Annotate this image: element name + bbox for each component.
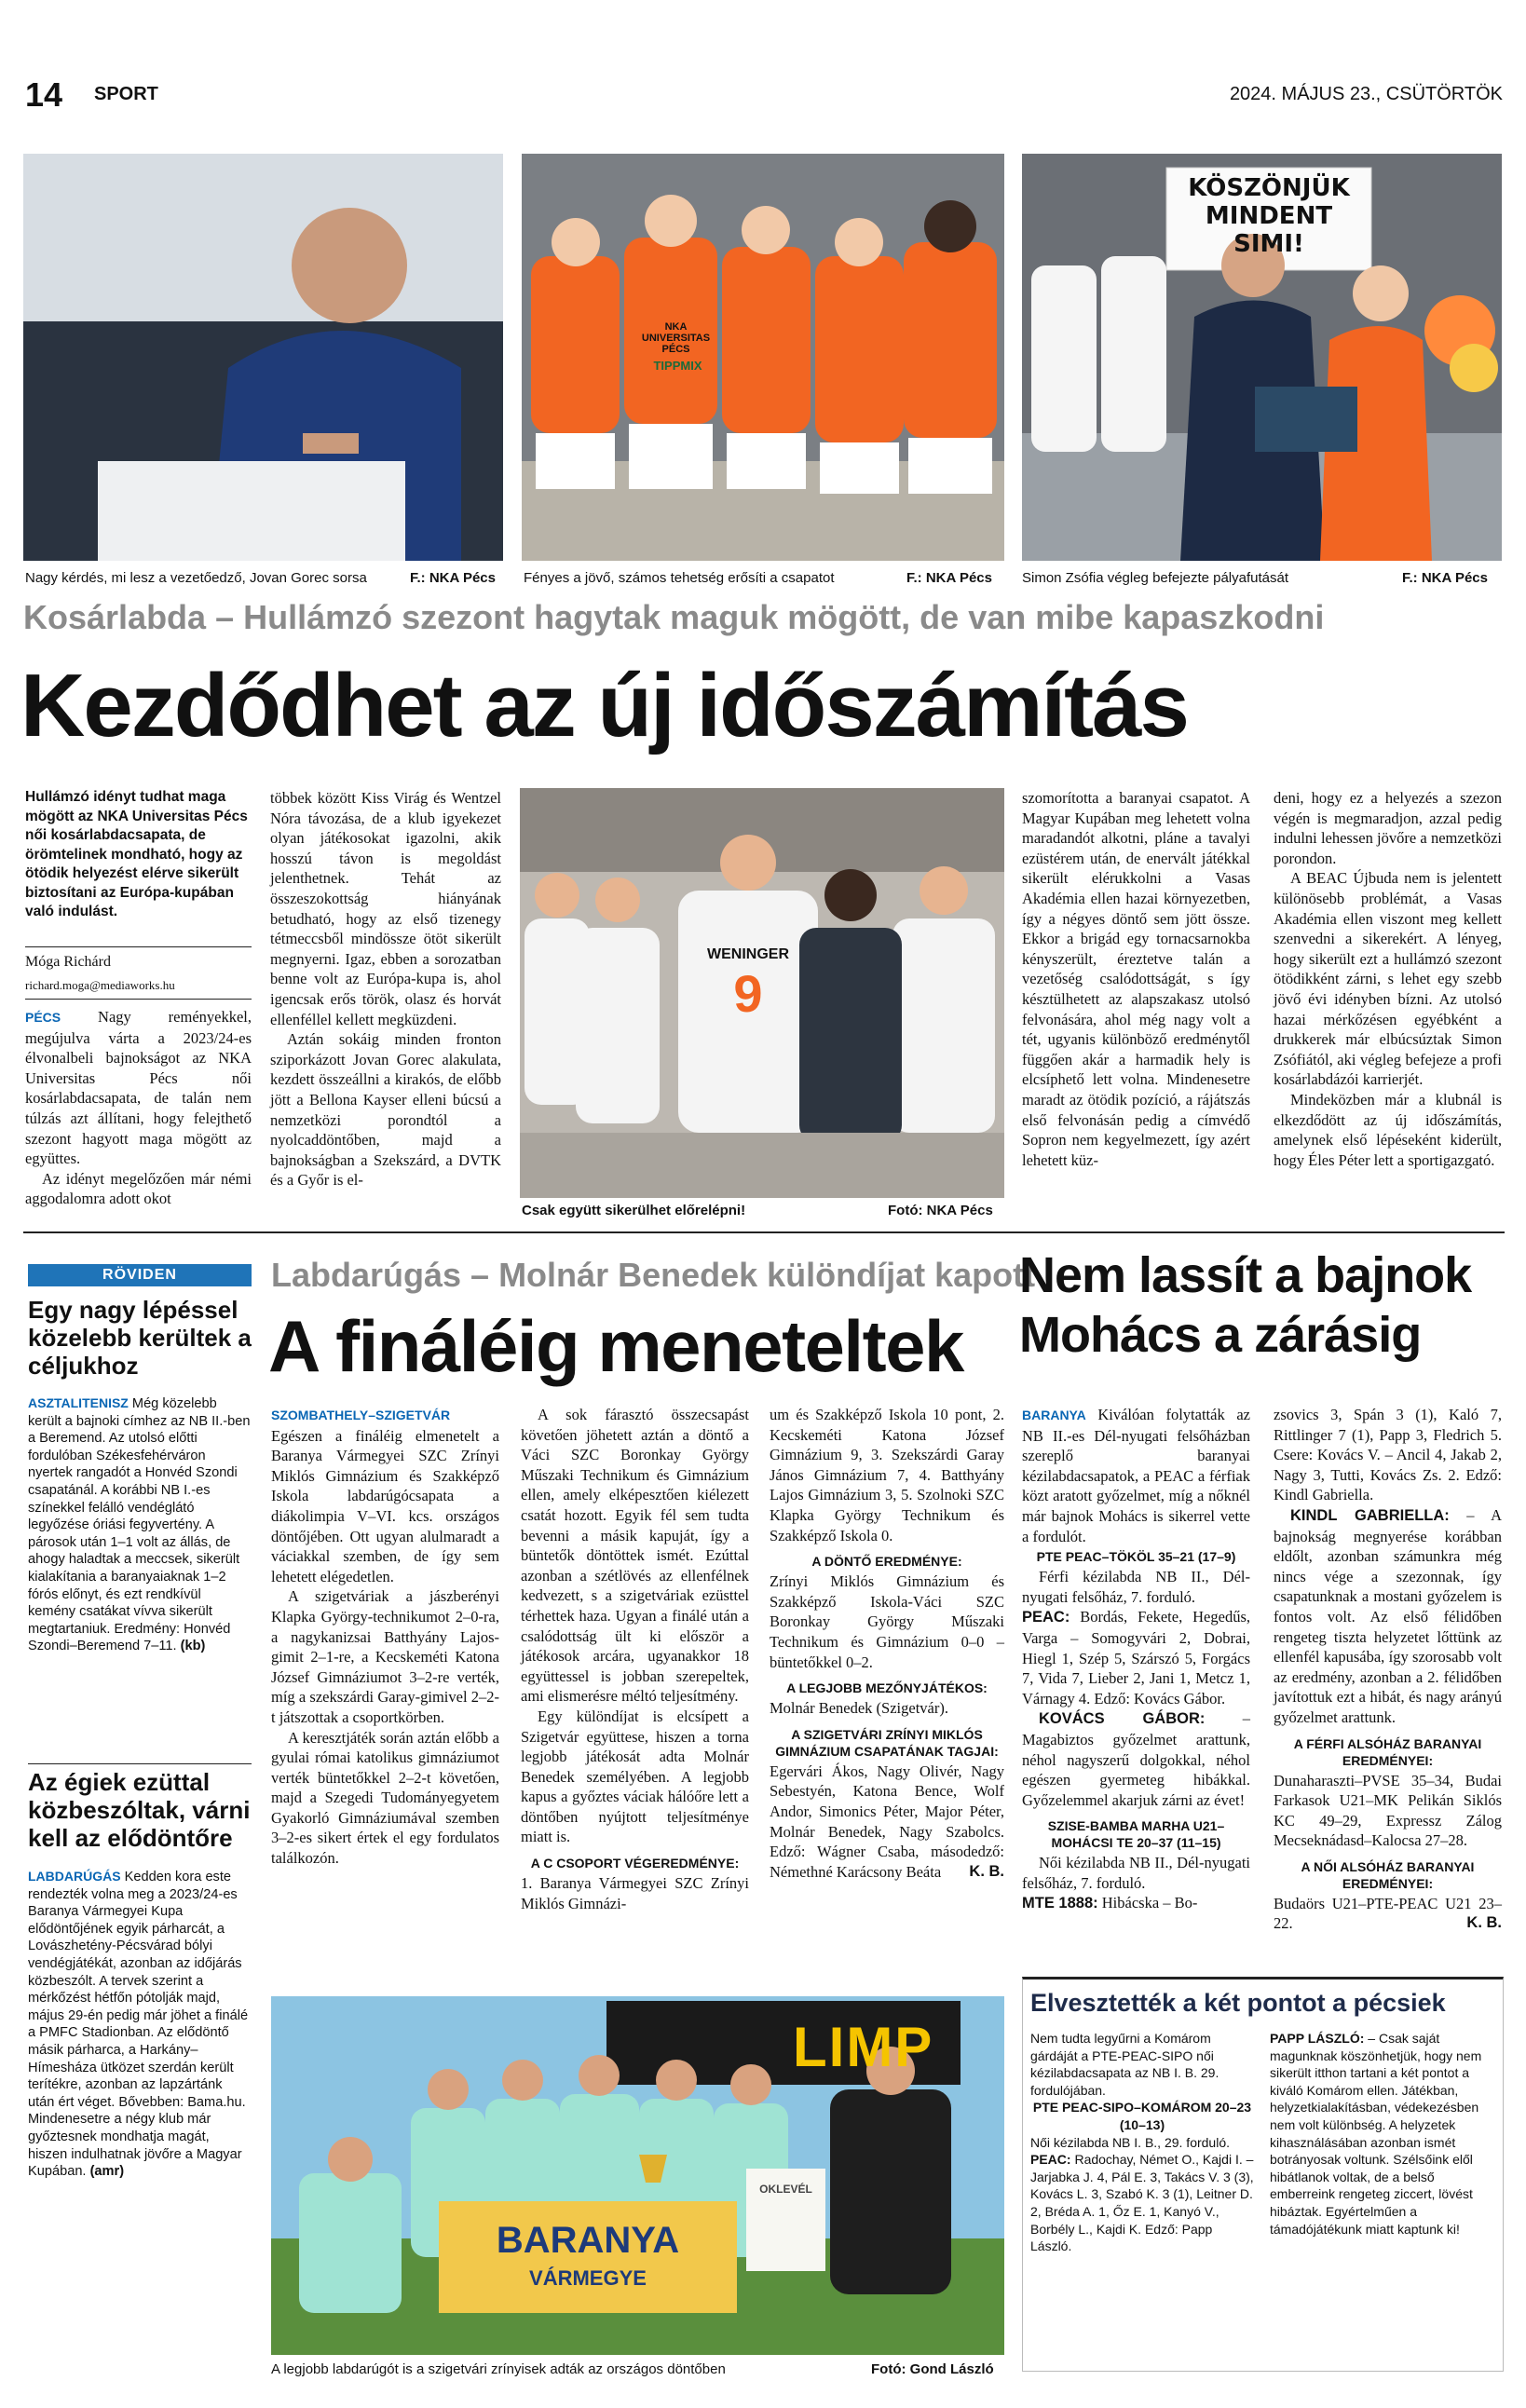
main-headline: Kezdődhet az új időszámítás bbox=[20, 656, 1188, 755]
subhead: PTE PEAC–TÖKÖL 35–21 (17–9) bbox=[1036, 1549, 1236, 1565]
paragraph bbox=[25, 1007, 252, 1169]
label: PAPP LÁSZLÓ: bbox=[1270, 2031, 1365, 2046]
dateline: SZOMBATHELY–SZIGETVÁR bbox=[271, 1408, 451, 1422]
paragraph bbox=[770, 1762, 1004, 1883]
soccer-column-2 bbox=[521, 1405, 749, 1913]
jersey-sponsor: TIPPMIX bbox=[653, 359, 702, 373]
handball-headline-1: Nem lassít a bajnok bbox=[1019, 1247, 1472, 1303]
paragraph: A szigetváriak a jászberényi Klapka György-technikumot 2–0-ra, a nagykanizsai Batthyány Lajos-gimit 2–1-re, a Kecskeméti Katona József Gimnáziumot 3–2-re verték, míg a szekszárdi Garay-gimivel 2–2-t játszottak a csoportkörben. bbox=[271, 1587, 499, 1726]
handball-headline-2: Mohács a zárásig bbox=[1019, 1307, 1422, 1363]
signature: K. B. bbox=[1466, 1914, 1502, 1932]
label: PEAC: bbox=[1030, 2152, 1071, 2168]
credit-text: Fotó: Gond László bbox=[871, 2361, 994, 2377]
caption-text: Fényes a jövő, számos tehetség erősíti a csapatot bbox=[524, 570, 835, 586]
lost-column-1 bbox=[1030, 2030, 1254, 2255]
main-column-4 bbox=[1274, 788, 1502, 1170]
paragraph: Egy különdíjat is elcsípett a Szigetvár együttese, hiszen a torna legjobb játékosát adta Molnár Benedek személyében. A legjobb kapus a győztes váciak hálóőre lett a döntőben nyújtott teljesítménye miatt is. bbox=[521, 1707, 749, 1846]
paragraph: Mindeközben már a klubnál is elkezdődött az új időszámítás, amelynek első lépéseként kiderült, hogy Éles Péter lett a sportigazgató. bbox=[1274, 1090, 1502, 1169]
paragraph bbox=[1270, 2030, 1495, 2238]
paragraph-text: Budaörs U21–PTE-PEAC U21 23–22. bbox=[1274, 1894, 1502, 1933]
roviden-headline-2: Az égiek ezüttal közbeszóltak, várni kell az elődöntőre bbox=[28, 1768, 251, 1852]
huddle-jersey-number: 9 bbox=[733, 964, 763, 1023]
paragraph: Zrínyi Miklós Gimnázium és Szakképző Iskola-Váci SZC Boronkay György Műszaki Technikum és Gimnázium 0–0 – büntetőkkel 0–2. bbox=[770, 1572, 1004, 1671]
subhead: A SZIGETVÁRI ZRÍNYI MIKLÓS GIMNÁZIUM CSAPATÁNAK TAGJAI: bbox=[775, 1726, 999, 1759]
subhead: A LEGJOBB MEZŐNYJÁTÉKOS: bbox=[786, 1680, 988, 1696]
paragraph-text: Hibácska – Bo- bbox=[1101, 1894, 1198, 1912]
section-label: SPORT bbox=[94, 84, 158, 104]
main-lead: Hullámzó idényt tudhat maga mögött az NKA Universitas Pécs női kosárlabdacsapata, de örömtelinek mondható, hogy az ötödik helyezést elérve sikerült biztosítani az Európa-kupában való indulást. bbox=[25, 789, 248, 919]
main-column-1 bbox=[25, 1007, 252, 1209]
photo-players-caption bbox=[524, 570, 924, 587]
page-header bbox=[25, 75, 1503, 114]
soccer-sign-text: LIMP bbox=[793, 2016, 934, 2078]
photo-players-credit bbox=[906, 570, 992, 587]
photo-coach-caption bbox=[25, 570, 435, 587]
dateline: PÉCS bbox=[25, 1010, 61, 1025]
paragraph bbox=[1030, 2151, 1254, 2255]
paragraph-text: Bordás, Fekete, Hegedűs, Varga – Somogyvári 2, Dobrai, Hiegl 1, Szép 5, Szárszó 5, Forgács 7, Vida 7, Lieber 2, Jani 1, Metcz 1, Várnagy 4. Edző: Kovács Gábor. bbox=[1022, 1608, 1250, 1707]
photo-team-huddle bbox=[520, 788, 1004, 1198]
label: KINDL GABRIELLA: bbox=[1290, 1506, 1450, 1524]
jersey-text: NKA UNIVERSITAS PÉCS bbox=[641, 321, 711, 355]
signature: K. B. bbox=[969, 1862, 1004, 1880]
caption-text: Simon Zsófia végleg befejezte pályafutását bbox=[1022, 570, 1289, 586]
farewell-banner-text: KÖSZÖNJÜK MINDENT SIMI! bbox=[1188, 174, 1350, 258]
handball-column-1 bbox=[1022, 1405, 1250, 1914]
photo-soccer-team bbox=[271, 1996, 1004, 2355]
subhead: SZISE-BAMBA MARHA U21–MOHÁCSI TE 20–37 (11–15) bbox=[1047, 1818, 1225, 1851]
paragraph: Nem tudta legyűrni a Komárom gárdáját a PTE-PEAC-SIPO női kézilabdacsapata az NB I. B. 29. fordulójában. bbox=[1030, 2031, 1219, 2098]
subhead: A DÖNTŐ EREDMÉNYE: bbox=[811, 1554, 962, 1570]
caption-text: Nagy kérdés, mi lesz a vezetőedző, Jovan Gorec sorsa bbox=[25, 570, 367, 586]
lost-column-2 bbox=[1270, 2030, 1495, 2238]
dateline: BARANYA bbox=[1022, 1408, 1086, 1422]
credit-text: F.: NKA Pécs bbox=[1402, 570, 1488, 586]
label: PEAC: bbox=[1022, 1609, 1070, 1626]
subhead: A C CSOPORT VÉGEREDMÉNYE: bbox=[530, 1856, 740, 1871]
author-rule-top bbox=[25, 946, 252, 947]
author-email: richard.moga@mediaworks.hu bbox=[25, 978, 175, 992]
paragraph: um és Szakképző Iskola 10 pont, 2. Kecskeméti Katona József Gimnázium 9, 3. Szekszárdi Garay János Gimnázium 7, 4. Batthyány Lajos Gimnázium 3, 5. Szolnoki SZC Klapka György Technikum és Szakképző Iskola 0. bbox=[770, 1406, 1004, 1544]
photo-coach-credit bbox=[410, 570, 496, 587]
issue-date: 2024. MÁJUS 23., CSÜTÖRTÖK bbox=[1229, 84, 1503, 104]
lost-headline: Elvesztették a két pontot a pécsiek bbox=[1030, 1989, 1446, 2017]
section-divider bbox=[23, 1231, 1505, 1233]
huddle-jersey-name: WENINGER bbox=[707, 946, 789, 962]
credit-text: F.: NKA Pécs bbox=[410, 570, 496, 586]
players-illustration bbox=[522, 154, 1004, 561]
paragraph bbox=[271, 1405, 499, 1586]
paragraph: Aztán sokáig minden fronton sziporkázott Jovan Gorec alakulata, kezdett összeállni a kirakós, de előbb jött a Bellona Kayser elleni búcsú a nemzetközi porondtól a nyolcaddöntőben, majd a bajnokságban a Szekszárd, a DVTK és a Győr is el- bbox=[270, 1030, 501, 1190]
paragraph-text: Kedden kora este rendezték volna meg a 2023/24-es Baranya Vármegyei Kupa elődöntőjének egyik párharcát, a Lovászhetény-Pécsvárad bólyi vendégjátékát, azonban az időjárás közbeszólt. A tervek szerint a mérkőzést hétfőn pótolják majd, május 29-én pedig már jöhet a finálé a PMFC Stadionban. Az elődöntő másik párharca, a Harkány–Hímesháza ütközet szerdán került terítékre, azonban az lapzártánk után ért véget. Bővebben: Bama.hu. Mindenesetre a négy klub már győztesnek mondhatja magát, hiszen indulhatnak jövőre a Magyar Kupában. bbox=[28, 1870, 249, 2180]
paragraph-text: Egervári Ákos, Nagy Olivér, Nagy Sebestyén, Katona Bence, Wolf Andor, Simonics Péter, Major Péter, Molnár Benedek, Nagy Szabolcs. Edző: Wágner Csaba, másodedző: Némethné Karácsony Beáta bbox=[770, 1762, 1004, 1881]
roviden-body-1 bbox=[28, 1394, 252, 1655]
paragraph: Az idényt megelőzően már némi aggodalomra adott okot bbox=[25, 1169, 252, 1208]
roviden-headline-1: Egy nagy lépéssel közelebb kerültek a céljukhoz bbox=[28, 1296, 252, 1380]
soccer-column-3 bbox=[770, 1405, 1004, 1882]
lost-box bbox=[1022, 1977, 1504, 2372]
roviden-body-2 bbox=[28, 1868, 252, 2181]
paragraph bbox=[28, 1868, 252, 2181]
label: KOVÁCS GÁBOR: bbox=[1039, 1710, 1206, 1728]
paragraph: zsovics 3, Spán 3 (1), Kaló 7, Rittlinger 7 (1), Papp 3, Fledrich 5. Csere: Kovács V. – Ancil 4, Jakab 2, Nagy 3, Tutti, Kovács Zs. 2. Edző: Kindl Gabriella. bbox=[1274, 1406, 1502, 1504]
soccer-banner-sub: VÁRMEGYE bbox=[529, 2266, 647, 2290]
soccer-diploma: OKLEVÉL bbox=[759, 2183, 812, 2196]
paragraph bbox=[1022, 1893, 1250, 1914]
main-column-3 bbox=[1022, 788, 1250, 1170]
paragraph bbox=[28, 1394, 252, 1655]
handball-column-2 bbox=[1274, 1405, 1502, 1934]
page-number: 14 bbox=[25, 75, 63, 114]
subhead: A FÉRFI ALSÓHÁZ BARANYAI EREDMÉNYEI: bbox=[1293, 1735, 1482, 1768]
paragraph: A sok fárasztó összecsapást követően jöhetett aztán a döntő a Váci SZC Boronkay György Műszaki Technikum és Gimnázium ellen, amely elképesztően kiélezett csatát hozott. Egyik fél sem tudta bevenni a másik kapuját, így a büntetők döntöttek ismét. Ezúttal azonban a szétlövés az ellenfélnek kedvezett, s a szigetváriak ezüsttel térhettek haza. Ugyan a finálé után a csalódottság ült ki először a játékosok arcára, ugyanakkor 18 együttessel is jobban szerepeltek, ami elismerésre méltó teljesítmény. bbox=[521, 1406, 749, 1706]
caption-text: Csak együtt sikerülhet előrelépni! bbox=[522, 1203, 746, 1218]
huddle-credit bbox=[888, 1203, 993, 1219]
paragraph: többek között Kiss Virág és Wentzel Nóra távozása, de a klub igyekezet olyan játékosokat igazolni, akik hosszú távon is megoldást jelenthetnek. Tehát az összeszokottság hiányának betudható, hogy az első tizenegy tétmeccsből mindössze ötöt sikerült megnyerni. Igaz, ebben a sorozatban benne volt az Európa-kupa is, ahol igencsak erős török, olasz és horvát ellenféllel kellett megküzdeni. bbox=[270, 789, 501, 1028]
coach-illustration bbox=[23, 154, 503, 561]
soccer-headline: A fináléig meneteltek bbox=[268, 1305, 963, 1387]
paragraph-text: Kiválóan folytatták az NB II.-es Dél-nyugati felsőházban szereplő baranyai kézilabdacsapatok, a PEAC a férfiak közt aratott győzelmet, míg a nőknél már bajnok Mohács is sikerrel vette a fordulót. bbox=[1022, 1406, 1250, 1545]
photo-farewell-credit bbox=[1402, 570, 1488, 587]
soccer-banner-title: BARANYA bbox=[496, 2220, 680, 2261]
label: MTE 1888: bbox=[1022, 1895, 1098, 1912]
soccer-photo-caption bbox=[271, 2361, 726, 2378]
photo-farewell bbox=[1022, 154, 1502, 561]
paragraph bbox=[1274, 1505, 1502, 1728]
dateline: ASZTALITENISZ bbox=[28, 1395, 129, 1410]
paragraph: deni, hogy ez a helyezés a szezon végén is megmaradjon, azzal pedig indulni lehessen jövőre a nemzetközi porondon. bbox=[1274, 789, 1502, 867]
paragraph: Férfi kézilabda NB II., Dél-nyugati felsőház, 7. forduló. bbox=[1022, 1568, 1250, 1606]
paragraph-text: Radochay, Német O., Kajdi I. – Jarjabka J. 4, Pál E. 3, Takács V. 3 (3), Kovács L. 3, Szabó K. 3 (1), Leitner D. 2, Bréda A. 1, Őz E. 1, Kanyó V., Borbély L., Kajdi K. Edző: Papp László. bbox=[1030, 2152, 1254, 2254]
paragraph: 1. Baranya Vármegyei SZC Zrínyi Miklós Gimnázi- bbox=[521, 1874, 749, 1912]
credit-text: F.: NKA Pécs bbox=[906, 570, 992, 586]
main-kicker: Kosárlabda – Hullámzó szezont hagytak maguk mögött, de van mibe kapaszkodni bbox=[23, 598, 1325, 636]
paragraph: Dunaharaszti–PVSE 35–34, Budai Farkasok U21–MK Pelikán Siklós KC 49–29, Expressz Zálog Mecseknádasd–Kalocsa 27–28. bbox=[1274, 1771, 1502, 1850]
paragraph: Molnár Benedek (Szigetvár). bbox=[770, 1699, 948, 1718]
paragraph-text: – Magabiztos győzelmet arattunk, néhol nagyszerű dolgokkal, néhol egészen gyermeteg hibákkal. Győzelemmel akarjuk zárni az évet! bbox=[1022, 1709, 1250, 1809]
huddle-caption bbox=[522, 1203, 745, 1219]
paragraph: A keresztjáték során aztán előbb a gyulai római katolikus gimnáziumot verték büntetőkkel 2–2-t követően, majd a Szegedi Tudományegyetem Gyakorló Gimnáziumával szemben 3–2-es sikert értek el egy fordulatos találkozón. bbox=[271, 1728, 499, 1868]
photo-coach bbox=[23, 154, 503, 561]
author-name: Móga Richárd bbox=[25, 954, 111, 970]
paragraph: Női kézilabda NB I. B., 29. forduló. bbox=[1030, 2134, 1230, 2150]
paragraph bbox=[1274, 1894, 1502, 1934]
photo-young-players bbox=[522, 154, 1004, 561]
dateline: LABDARÚGÁS bbox=[28, 1869, 121, 1884]
caption-text: A legjobb labdarúgót is a szigetvári zrínyisek adták az országos döntőben bbox=[271, 2361, 726, 2377]
paragraph-text: Egészen a fináléig elmenetelt a Baranya Vármegyei SZC Zrínyi Miklós Gimnázium és Szakképző Iskola labdarúgócsapata a diákolimpia V–VI. kcs. országos döntőjében. Ott ugyan alulmaradt a váciakkal szemben, de így sem lehetett elégedetlen. bbox=[271, 1426, 499, 1585]
paragraph bbox=[1022, 1708, 1250, 1810]
soccer-kicker: Labdarúgás – Molnár Benedek különdíjat kapott bbox=[271, 1256, 1036, 1294]
subhead: A NŐI ALSÓHÁZ BARANYAI EREDMÉNYEI: bbox=[1301, 1858, 1475, 1891]
paragraph-text: – A bajnokság megnyerése korábban eldőlt, azonban számunkra még nincs vége a szezonnak, így csapatunknak a mostani győzelem is fontos volt. Az első félidőben rengeteg tiszta helyzetet lőttünk az ellenfél kapusába, így szorosabb volt az eredmény, azonban a 2. félidőben javítottuk ezt a hibát, és nagy arányú győzelmet arattunk. bbox=[1274, 1505, 1503, 1726]
paragraph bbox=[1022, 1607, 1250, 1708]
signature: (amr) bbox=[89, 2164, 125, 2180]
paragraph: szomorította a baranyai csapatot. A Magyar Kupában meg lehetett volna maradandót alkotni, pláne a tavalyi ezüstérem után, de enervált játékkal sikerült elérukkolni a Vasas Akadémia ellen hazai környezetben, így a négyes döntő sem jött össze. Ekkor a brigád egy tornacsarnokba kényszerült, éreztetve talán a vezetőség csalódottságát, s így késztülhetett az alapszakasz utolsó felvonására, ahol még nagy volt a tét, ugyanis különböző eredménytől függően akár a harmadik hely is elcsíphető lett volna. Mindenesetre maradt az ötödik pozíció, a rájátszás első felvonásán pedig a címvédő Sopron nem kegyelmezett, így azért lehetett küz- bbox=[1022, 789, 1250, 1169]
credit-text: Fotó: NKA Pécs bbox=[888, 1203, 993, 1218]
paragraph: Női kézilabda NB II., Dél-nyugati felsőház, 7. forduló. bbox=[1022, 1854, 1250, 1892]
paragraph: A BEAC Újbuda nem is jelentett különösebb problémát, a Vasas Akadémia ellen viszont meg kellett szenvedni a sikerekért. A lényeg, hogy sikerült ezt a hullámzó szezont ötödikként zárni, s lehet egy szebb jövő évi idényben bízni. Az utolsó hazai mérkőzésen egyébként a drukkerek már elbúcsúztak Simon Zsófiától, aki végleg befejeze a profi kosárlabdázói karrierjét. bbox=[1274, 869, 1502, 1089]
paragraph-text: Nagy reményekkel, megújulva várta a 2023/24-es élvonalbeli bajnokságot az NKA Universitas Pécs női kosárlabdacsapata, de talán nem túlzás azt állítani, hogy felejthető szezont hagyott maga mögött az együttes. bbox=[25, 1008, 252, 1168]
paragraph-text: Még közelebb került a bajnoki címhez az NB II.-ben a Beremend. Az utolsó előtti fordulóban Székesfehérváron nyertek rangadót a Honvéd Szondi csapatánál. A korábbi NB I.-es színekkel felálló vendéglátó legyőzése óriási fegyvertény. A párosok után 1–1 volt az állás, de ahogy haladtak a meccsek, sikerült kialakítania a baranyaiaknak 1–2 fórós előnyt, és ezt rendkívül kemény csatákat vívva sikerült megtartaniuk. Eredmény: Honvéd Szondi–Beremend 7–11. bbox=[28, 1396, 251, 1654]
main-column-2 bbox=[270, 788, 501, 1190]
soccer-column-1 bbox=[271, 1405, 499, 1869]
roviden-tag: RÖVIDEN bbox=[28, 1264, 252, 1286]
author-rule-bottom bbox=[25, 999, 252, 1000]
signature: (kb) bbox=[180, 1639, 206, 1654]
paragraph bbox=[1022, 1405, 1250, 1546]
soccer-photo-credit bbox=[871, 2361, 994, 2378]
paragraph: PTE PEAC-SIPO–KOMÁROM 20–23 (10–13) bbox=[1032, 2100, 1252, 2132]
photo-farewell-caption bbox=[1022, 570, 1376, 587]
roviden-rule bbox=[28, 1763, 252, 1764]
paragraph-text: – Csak saját magunknak köszönhetjük, hogy nem sikerült itthon tartani a két pontot a kiváló Komárom ellen. Játékban, helyzetkialakításban, védekezésben nem volt különbség. A helyzetek kihasználásában azonban ismét botrányosak voltunk. Szélsőink elől hibátlanok voltak, de a belső emberreink rengeteg ziccert, lövést hibáztak. Egyértelműen a támadójátékunk miatt kaptunk ki! bbox=[1270, 2031, 1482, 2237]
